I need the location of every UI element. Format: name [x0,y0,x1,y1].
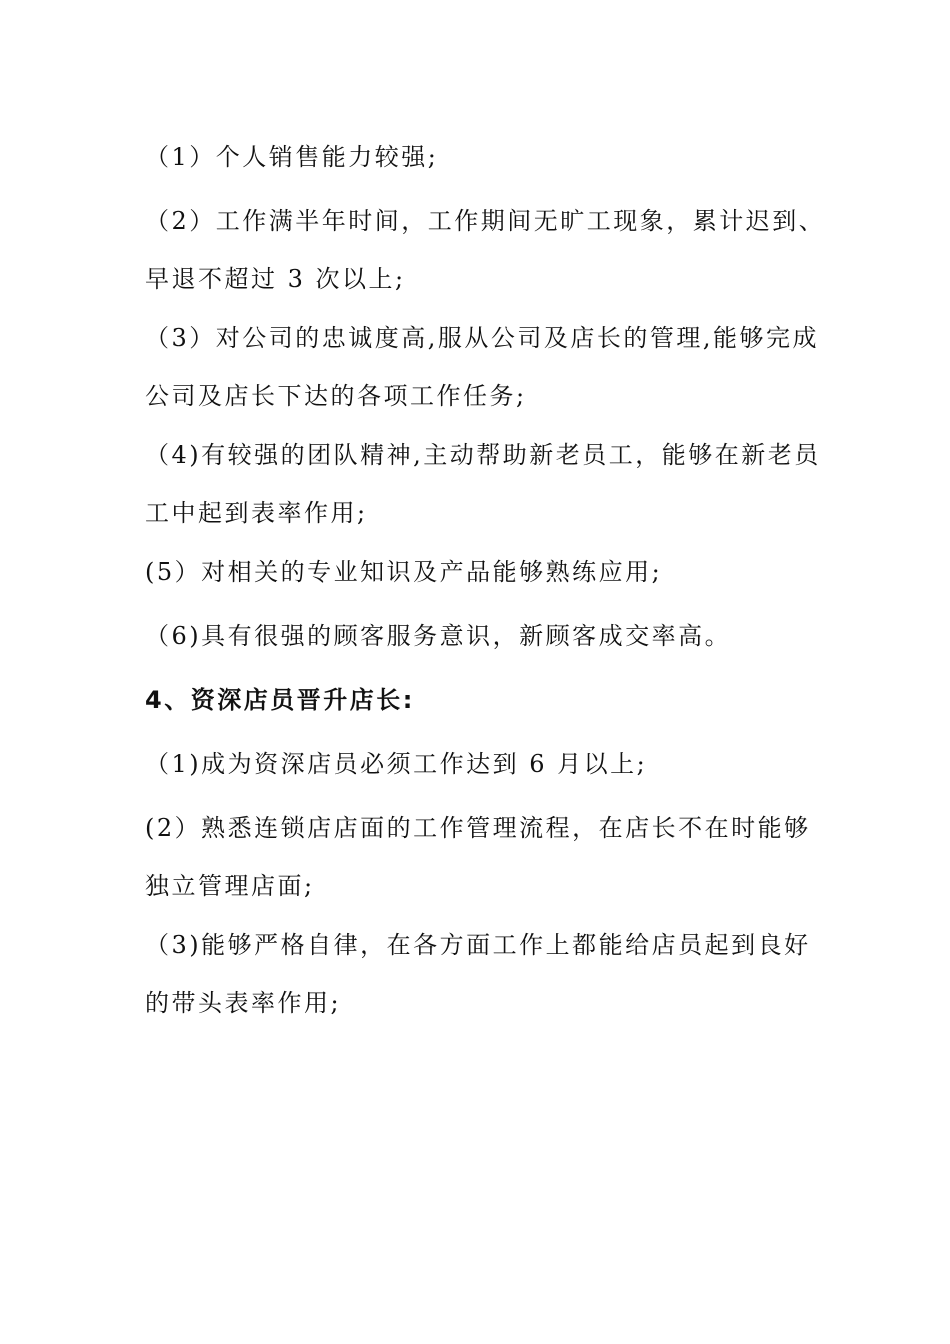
document-body [145,128,826,1033]
text-line: 公司及店长下达的各项工作任务; [145,382,527,410]
text-line: （4)有较强的团队精神,主动帮助新老员工，能够在新老员 [145,441,821,469]
manager-requirement-item-2 [145,799,811,915]
text-line: （3）对公司的忠诚度高,服从公司及店长的管理,能够完成 [145,324,820,352]
manager-requirement-item-3 [145,916,811,1032]
text-line: 的带头表率作用; [145,989,342,1017]
text-line: (2）熟悉连锁店店面的工作管理流程，在店长不在时能够 [145,814,811,842]
text-line: 早退不超过 3 次以上; [145,265,406,293]
text-line: 工中起到表率作用; [145,499,368,527]
text-line: （3)能够严格自律，在各方面工作上都能给店员起到良好 [145,931,811,959]
manager-requirement-item-1 [145,735,805,793]
text-line: （6)具有很强的顾客服务意识，新顾客成交率高。 [145,622,732,650]
text-line: (5）对相关的专业知识及产品能够熟练应用; [145,558,663,586]
requirement-item-1 [145,128,805,186]
text-line: 独立管理店面; [145,872,315,900]
requirement-item-3 [145,309,820,425]
text-line: （1)成为资深店员必须工作达到 6 月以上; [145,750,648,778]
text-line: （2）工作满半年时间，工作期间无旷工现象，累计迟到、 [145,207,826,235]
section-heading-promotion-to-manager: 4、资深店员晋升店长: [145,686,415,714]
requirement-item-6 [145,607,805,665]
requirement-item-5 [145,543,805,601]
requirement-item-4 [145,426,821,542]
text-line: （1）个人销售能力较强; [145,143,439,171]
requirement-item-2 [145,192,826,308]
